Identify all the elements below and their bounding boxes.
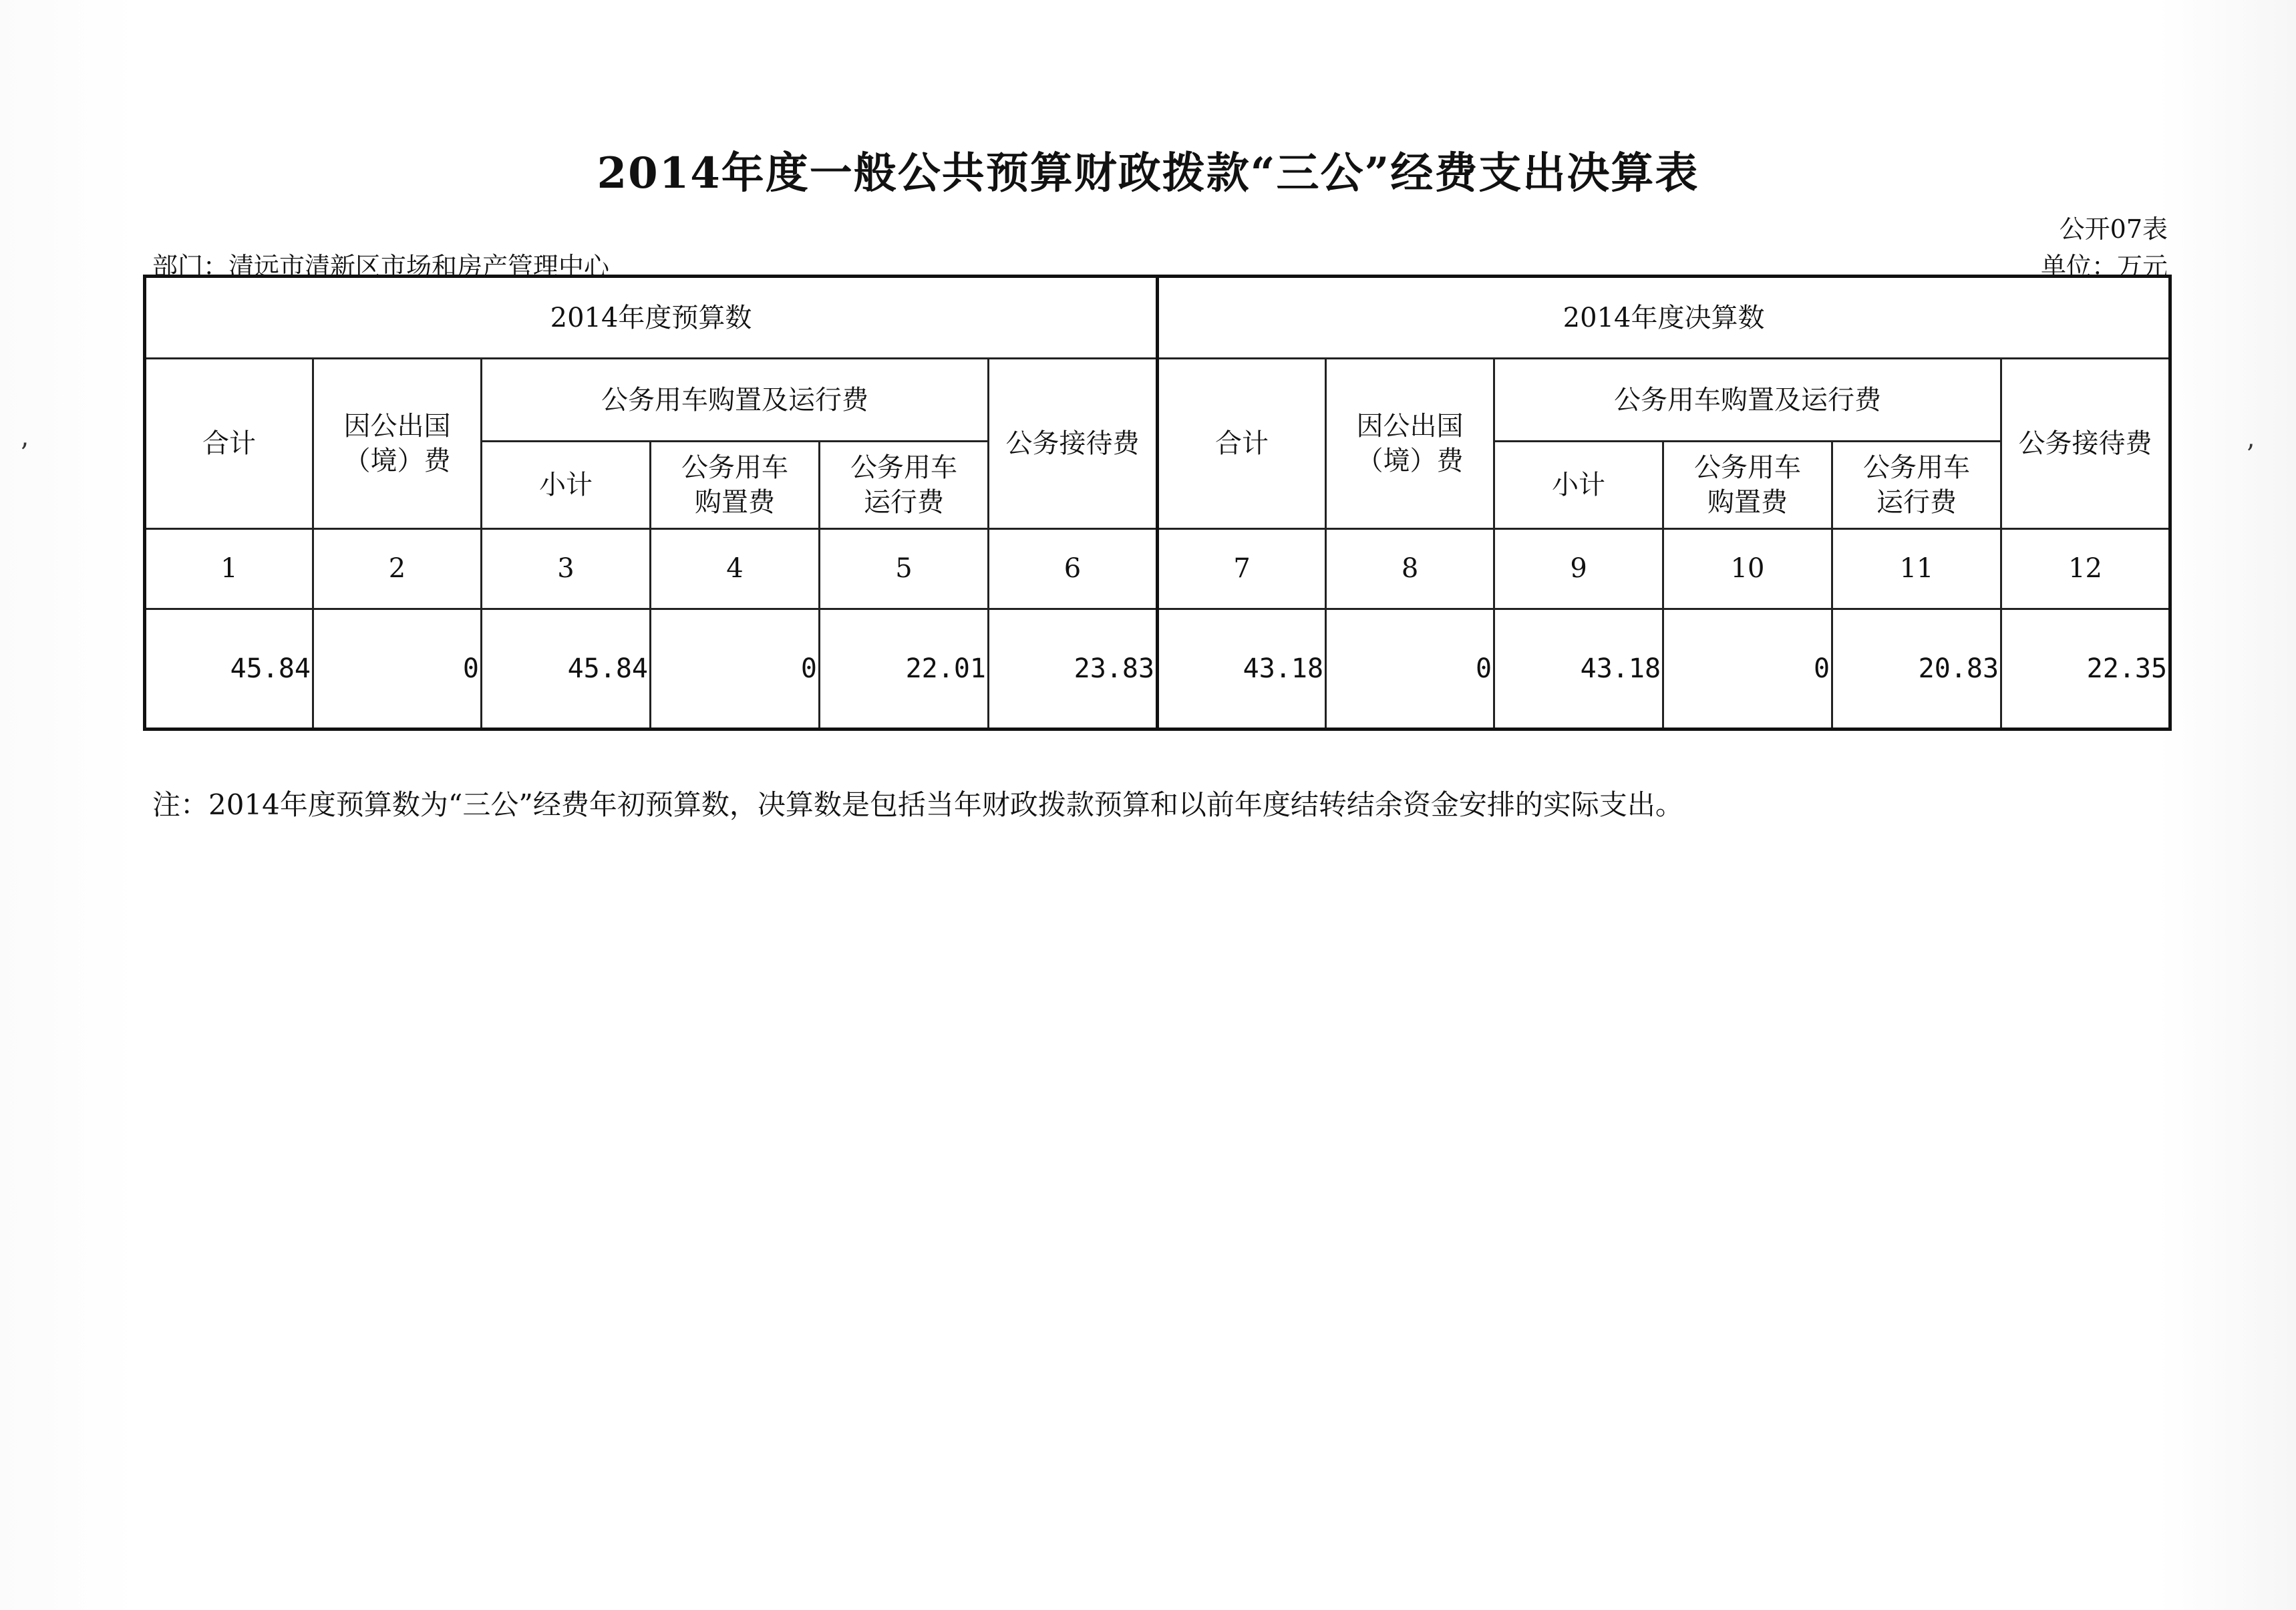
budget-group-header: 2014年度预算数 xyxy=(145,277,1158,359)
header-line: 公务用车 xyxy=(850,452,957,483)
column-number: 8 xyxy=(1326,528,1494,609)
final-vehicle-purchase-value: 0 xyxy=(1663,609,1832,729)
column-number: 7 xyxy=(1158,528,1326,609)
header-line: 公务用车 xyxy=(1694,452,1802,483)
column-number: 2 xyxy=(313,528,482,609)
page-title: 2014年度一般公共预算财政拨款“三公”经费支出决算表 xyxy=(597,148,1699,198)
budget-reception-value: 23.83 xyxy=(989,609,1158,729)
three-public-expenses-table xyxy=(143,275,2172,731)
final-vehicle-header: 公务用车购置及运行费 xyxy=(1494,359,2001,442)
column-number: 10 xyxy=(1663,528,1832,609)
budget-abroad-value: 0 xyxy=(313,609,482,729)
final-total-value: 43.18 xyxy=(1158,609,1326,729)
budget-operation-header xyxy=(820,442,989,528)
column-number: 3 xyxy=(482,528,651,609)
budget-total-header: 合计 xyxy=(145,359,313,528)
budget-vehicle-subtotal-value: 45.84 xyxy=(482,609,651,729)
column-number: 5 xyxy=(820,528,989,609)
budget-vehicle-header: 公务用车购置及运行费 xyxy=(482,359,989,442)
column-number-row xyxy=(145,528,2170,609)
final-subtotal-header: 小计 xyxy=(1494,442,1663,528)
footnote: 注：2014年度预算数为“三公”经费年初预算数，决算数是包括当年财政拨款预算和以前年度结转结余资金安排的实际支出。 xyxy=(152,788,1683,821)
budget-reception-header: 公务接待费 xyxy=(989,359,1158,528)
final-vehicle-operation-value: 20.83 xyxy=(1832,609,2001,729)
column-header-row xyxy=(145,359,2170,442)
budget-vehicle-purchase-value: 0 xyxy=(651,609,820,729)
header-line: 运行费 xyxy=(1876,486,1957,518)
final-total-header: 合计 xyxy=(1158,359,1326,528)
header-line: （境）费 xyxy=(343,445,451,476)
header-line: （境）费 xyxy=(1356,445,1464,476)
scan-speck: ’ xyxy=(20,438,29,469)
budget-total-value: 45.84 xyxy=(145,609,313,729)
column-number: 9 xyxy=(1494,528,1663,609)
group-header-row xyxy=(145,277,2170,359)
final-abroad-header xyxy=(1326,359,1494,528)
value-row xyxy=(145,609,2170,729)
header-line: 购置费 xyxy=(695,486,775,518)
scan-speck: ’ xyxy=(2246,440,2255,470)
budget-abroad-header xyxy=(313,359,482,528)
final-operation-header xyxy=(1832,442,2001,528)
column-number: 6 xyxy=(989,528,1158,609)
final-purchase-header xyxy=(1663,442,1832,528)
final-reception-value: 22.35 xyxy=(2001,609,2170,729)
budget-purchase-header xyxy=(651,442,820,528)
column-number: 4 xyxy=(651,528,820,609)
final-group-header: 2014年度决算数 xyxy=(1158,277,2170,359)
final-vehicle-subtotal-value: 43.18 xyxy=(1494,609,1663,729)
header-line: 购置费 xyxy=(1707,486,1788,518)
header-line: 公务用车 xyxy=(681,452,788,483)
budget-subtotal-header: 小计 xyxy=(482,442,651,528)
header-line: 因公出国 xyxy=(343,410,451,442)
form-number: 公开07表 xyxy=(2059,214,2168,244)
budget-vehicle-operation-value: 22.01 xyxy=(820,609,989,729)
header-line: 公务用车 xyxy=(1863,452,1971,483)
column-number: 11 xyxy=(1832,528,2001,609)
final-reception-header: 公务接待费 xyxy=(2001,359,2170,528)
header-line: 因公出国 xyxy=(1356,410,1464,442)
department-label: 部门：清远市清新区市场和房产管理中心 xyxy=(152,252,610,281)
column-number: 12 xyxy=(2001,528,2170,609)
header-line: 运行费 xyxy=(864,486,944,518)
column-number: 1 xyxy=(145,528,313,609)
final-abroad-value: 0 xyxy=(1326,609,1494,729)
unit-label: 单位：万元 xyxy=(2040,252,2168,281)
